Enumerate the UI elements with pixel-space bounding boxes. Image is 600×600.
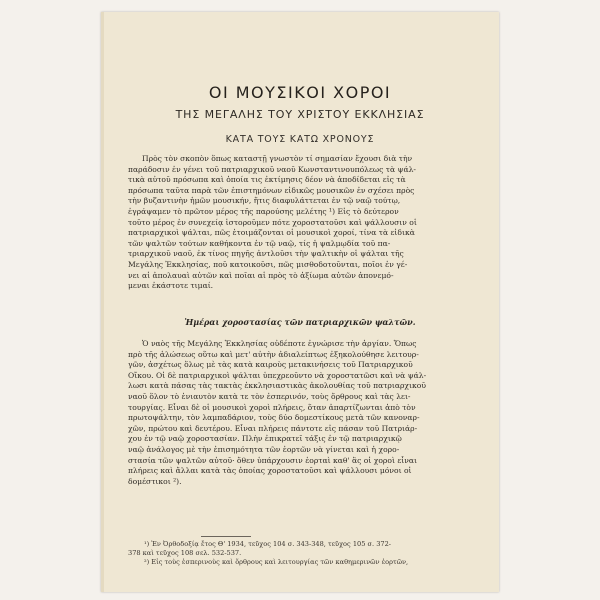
text-line: χου ἐν τῷ ναῷ χοροστασίαν. Πλὴν ἐπικρατεῖ τάξις ἐν τῷ πατριαρχικῷ (128, 434, 402, 444)
page-subtitle-period: ΚΑΤΑ ΤΟΥΣ ΚΑΤΩ ΧΡΟΝΟΥΣ (225, 134, 375, 145)
text-line: τοῦτο μέρος ἐν συνεχείᾳ ἱστοροῦμεν πότε χοροστατοῦσι καὶ ψάλλουσιν οἱ (128, 217, 417, 227)
paragraph-choir-days (128, 339, 471, 487)
paragraph-introduction (128, 154, 471, 292)
page-title: ΟΙ ΜΟΥΣΙΚΟΙ ΧΟΡΟΙ (208, 83, 392, 102)
text-line: λωσι κατὰ πάσας τὰς τακτὰς ἐκκλησιαστικὰς ἀκολουθίας τοῦ πατριαρχικοῦ (128, 381, 426, 391)
text-line: πατριαρχικοὶ ψάλται, πῶς ἐτοιμάζονται οἱ μουσικοὶ χοροί, τίνα τὰ εἰδικὰ (128, 228, 415, 238)
text-line: τριαρχικοῦ ναοῦ, ἐκ τίνος πηγῆς ἀντλοῦσι τὴν ψαλτικὴν οἱ ψάλται τῆς (128, 249, 404, 259)
text-line: ἐγράψαμεν τὸ πρῶτον μέρος τῆς παρούσης μελέτης ¹) Εἰς τὸ δεύτερον (128, 206, 399, 216)
section-heading: Ἡμέραι χοροστασίας τῶν πατριαρχικῶν ψαλτῶν. (184, 317, 416, 327)
text-line: ναῷ ἀνάλογος μὲ τὴν ἐπισημότητα τῶν ἑορτῶν νὰ γίνεται καὶ ἡ χορο- (128, 444, 400, 454)
text-line: Οἴκου. Οἱ δὲ πατριαρχικοὶ ψάλται ὑπεχρεοῦντο νὰ χοροστατῶσι καὶ νὰ ψάλ- (128, 370, 427, 380)
text-line: τικὰ αὐτοῦ πρόσωπα καὶ ὁποία τις ἐκτίμησις δέον νὰ ἀποδίδεται εἰς τὰ (128, 175, 406, 185)
text-line: τῶν ψαλτῶν τούτων καθήκοντα ἐν τῷ ναῷ, τίς ἡ ψαλμῳδία τοῦ πα- (128, 238, 391, 248)
footnote-divider (201, 536, 251, 537)
footnote-line: ²) Εἰς τοὺς ἑσπερινοὺς καὶ ὄρθρους καὶ λειτουργίας τῶν καθημερινῶν ἑορτῶν, (144, 558, 409, 566)
text-line: Μεγάλης Ἐκκλησίας, ποῦ κατοικοῦσι, πῶς μισθοδοτοῦνται, ποῖοι ἐν γέ- (128, 259, 408, 269)
book-page (101, 12, 499, 592)
text-line: πρὸ τῆς ἁλώσεως οὕτω καὶ μετ' αὐτὴν ἀδιαλείπτως ἐξηκολούθησε λειτουρ- (128, 349, 419, 359)
text-line: παράδοσιν ἐν γένει τοῦ πατριαρχικοῦ ναοῦ Κωνσταντινουπόλεως τὰ ψάλ- (128, 164, 416, 174)
footnote-line: ¹) Ἐν Ὀρθοδοξίᾳ ἔτος Θ' 1934, τεῦχος 104 σ. 343-348, τεῦχος 105 σ. 372- (144, 540, 392, 548)
text-line: δομέστικοι ²). (128, 476, 182, 486)
footnote-line: 378 καὶ τεῦχος 108 σελ. 532-537. (128, 549, 242, 557)
text-line: τὴν βυζαντινὴν ἡμῶν μουσικήν, ἥτις διαφυλάττεται ἐν τῷ ναῷ τούτῳ, (128, 196, 401, 206)
text-line: ναοῦ ὅλον τὸ ἐνιαυτὸν κατὰ τε τὸν ἑσπερινόν, τοὺς ὄρθρους καὶ τὰς λει- (128, 391, 411, 401)
text-line: πλήρεις καὶ ἄλλαι κατὰ τὰς ὁποίας χοροστατοῦσι καὶ ψάλλουσι μόνοι οἱ (128, 466, 412, 476)
footnotes (128, 540, 471, 567)
text-line: μεναι ἐκάστοτε τιμαί. (128, 281, 214, 291)
text-line: στασία τῶν ψαλτῶν αὐτοῦ· ὅθεν ὑπάρχουσιν ἑορταὶ καθ' ἃς οἱ χοροὶ εἶναι (128, 455, 417, 465)
text-line: τουργίας. Εἶναι δὲ οἱ μουσικοὶ χοροὶ πλήρεις, ὅταν ἀπαρτίζωνται ἀπὸ τὸν (128, 402, 416, 412)
text-line: πρωτοψάλτην, τὸν λαμπαδάριον, τοὺς δύο δομεστίκους μετὰ τῶν κανοναρ- (128, 413, 420, 423)
text-line: πρόσωπα ταῦτα παρὰ τῶν ἐπιστημόνων εἰδικῶς μουσικῶν ἐν σχέσει πρὸς (128, 185, 415, 195)
page-subtitle: ΤΗΣ ΜΕΓΑΛΗΣ ΤΟΥ ΧΡΙΣΤΟΥ ΕΚΚΛΗΣΙΑΣ (175, 108, 425, 121)
text-line: χῶν, πρώτου καὶ δευτέρου. Εἶναι πλήρεις πάντοτε εἰς πάσαν τοῦ Πατριάρ- (128, 423, 418, 433)
text-line: γῶν, ἀσχέτως ὅλως μὲ τὰς κατὰ καιροὺς μετακινήσεις τοῦ Πατριαρχικοῦ (128, 360, 413, 370)
text-line: Ὁ ναὸς τῆς Μεγάλης Ἐκκλησίας οὐδέποτε ἐγνώρισε τὴν ἀργίαν. Ὅπως (142, 339, 417, 348)
text-line: νει αἱ ἀπολαυαὶ αὐτῶν καὶ ποῖαι αἱ πρὸς τὸ ἀξίωμα αὐτῶν ἀπονεμό- (128, 270, 394, 280)
text-line: Πρὸς τὸν σκοπὸν ὅπως καταστῇ γνωστὸν τί σημασίαν ἔχουσι διὰ τὴν (142, 154, 413, 163)
